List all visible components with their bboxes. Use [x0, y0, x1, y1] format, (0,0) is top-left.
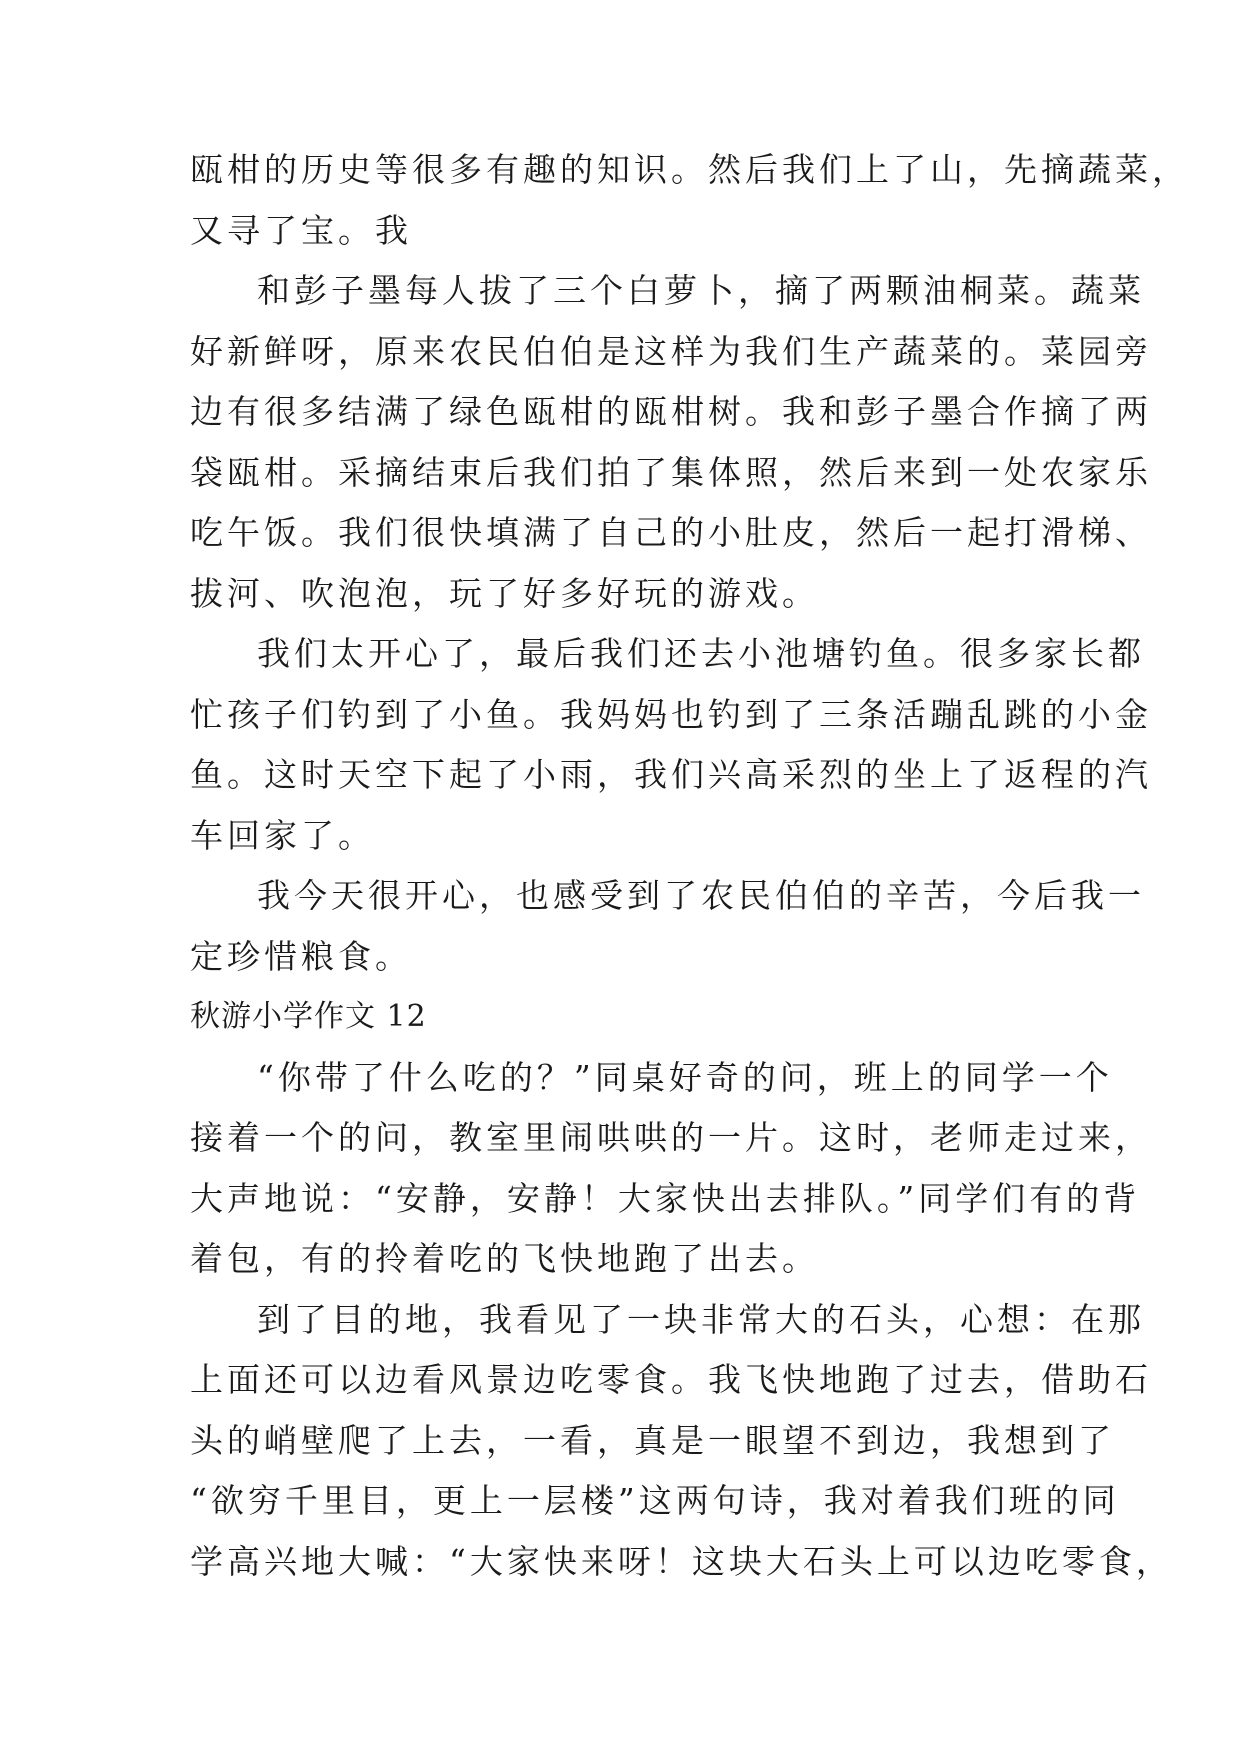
text-line: 和彭子墨每人拔了三个白萝卜，摘了两颗油桐菜。蔬菜	[257, 271, 1145, 310]
text-line: 袋瓯柑。采摘结束后我们拍了集体照，然后来到一处农家乐	[190, 452, 1152, 492]
text-line: 着包，有的拎着吃的飞快地跑了出去。	[190, 1239, 819, 1278]
text-line: “你带了什么吃的？”同桌好奇的问，班上的同学一个	[257, 1057, 1113, 1097]
text-line: 大声地说：“安静，安静！大家快出去排队。”同学们有的背	[190, 1178, 1141, 1218]
section-heading: 秋游小学作文 12	[190, 999, 427, 1034]
text-line: 瓯柑的历史等很多有趣的知识。然后我们上了山，先摘蔬菜，	[190, 150, 1189, 189]
text-line: 忙孩子们钓到了小鱼。我妈妈也钓到了三条活蹦乱跳的小金	[190, 694, 1152, 734]
text-line: 头的峭壁爬了上去，一看，真是一眼望不到边，我想到了	[190, 1420, 1115, 1460]
text-line: 定珍惜粮食。	[190, 936, 412, 976]
text-line: 车回家了。	[190, 815, 375, 855]
text-line: 拔河、吹泡泡，玩了好多好玩的游戏。	[190, 573, 819, 613]
text-line: 接着一个的问，教室里闹哄哄的一片。这时，老师走过来，	[190, 1118, 1152, 1157]
text-line: 学高兴地大喊：“大家快来呀！这块大石头上可以边吃零食，	[190, 1541, 1173, 1581]
text-line: 吃午饭。我们很快填满了自己的小肚皮，然后一起打滑梯、	[190, 513, 1152, 552]
text-line: 我今天很开心，也感受到了农民伯伯的辛苦，今后我一	[257, 876, 1145, 915]
text-line: 好新鲜呀，原来农民伯伯是这样为我们生产蔬菜的。菜园旁	[190, 331, 1152, 371]
text-line: 边有很多结满了绿色瓯柑的瓯柑树。我和彭子墨合作摘了两	[190, 392, 1152, 431]
text-line: “欲穷千里目，更上一层楼”这两句诗，我对着我们班的同	[190, 1481, 1120, 1520]
text-line: 鱼。这时天空下起了小雨，我们兴高采烈的坐上了返程的汽	[190, 755, 1152, 794]
text-line: 又寻了宝。我	[190, 210, 412, 250]
document-page	[190, 140, 1189, 1592]
text-line: 到了目的地，我看见了一块非常大的石头，心想：在那	[257, 1299, 1145, 1339]
text-line: 我们太开心了，最后我们还去小池塘钓鱼。很多家长都	[257, 634, 1145, 673]
text-line: 上面还可以边看风景边吃零食。我飞快地跑了过去，借助石	[190, 1360, 1152, 1399]
